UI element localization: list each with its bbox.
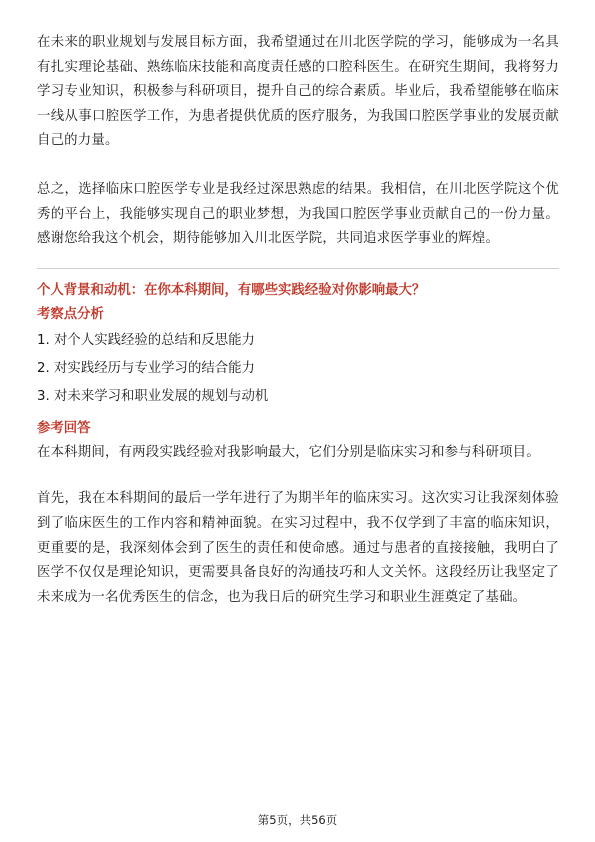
career-plan-paragraph: 在未来的职业规划与发展目标方面，我希望通过在川北医学院的学习，能够成为一名具有扎实理论基础、熟练临床技能和高度责任感的口腔科医生。在研究生期间，我将努力学习专业知识，积极参与科研项目，提升自己的综合素质。毕业后，我希望能够在临床一线从事口腔医学工作，为患者提供优质的医疗服务，为我国口腔医学事业的发展贡献自己的力量。 bbox=[37, 35, 559, 149]
answer-intro-paragraph: 在本科期间，有两段实践经验对我影响最大，它们分别是临床实习和参与科研项目。 bbox=[37, 444, 540, 460]
section-divider bbox=[37, 268, 559, 269]
answer-detail-paragraph: 首先，我在本科期间的最后一学年进行了为期半年的临床实习。这次实习让我深刻体验到了临床医生的工作内容和精神面貌。在实习过程中，我不仅学到了丰富的临床知识，更重要的是，我深刻体会到了医生的责任和使命感。通过与患者的直接接触，我明白了医学不仅仅是理论知识，更需要具备良好的沟通技巧和人文关怀。这段经历让我坚定了未来成为一名优秀医生的信念，也为我日后的研究生学习和职业生涯奠定了基础。 bbox=[37, 491, 559, 605]
conclusion-paragraph: 总之，选择临床口腔医学专业是我经过深思熟虑的结果。我相信，在川北医学院这个优秀的平台上，我能够实现自己的职业梦想，为我国口腔医学事业贡献自己的一份力量。感谢您给我这个机会，期待能够加入川北医学院，共同追求医学事业的辉煌。 bbox=[37, 181, 559, 247]
analysis-heading: 考察点分析 bbox=[37, 306, 104, 322]
page-number: 第5页，共56页 bbox=[257, 813, 338, 827]
spacer bbox=[37, 154, 559, 178]
analysis-point: 2. 对实践经历与专业学习的结合能力 bbox=[37, 360, 255, 376]
spacer bbox=[37, 465, 559, 487]
answer-heading: 参考回答 bbox=[37, 420, 91, 436]
page-content bbox=[37, 31, 559, 610]
analysis-point: 3. 对未来学习和职业发展的规划与动机 bbox=[37, 388, 269, 404]
analysis-points-list bbox=[37, 327, 559, 411]
analysis-point: 1. 对个人实践经验的总结和反思能力 bbox=[37, 332, 255, 348]
interview-question: 个人背景和动机：在你本科期间，有哪些实践经验对你影响最大？ bbox=[37, 282, 426, 298]
